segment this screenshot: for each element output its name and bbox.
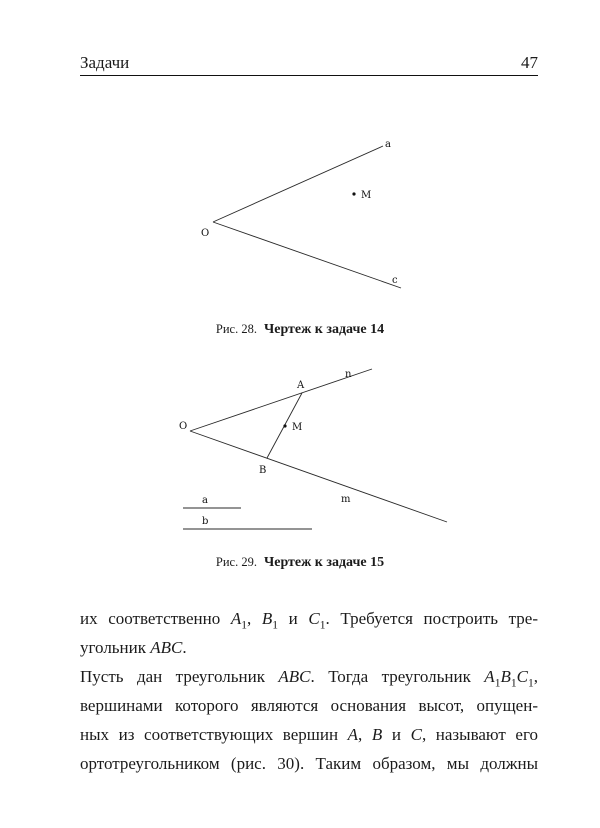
text-segment: вершинами которого являются основания высот, опущен-	[80, 696, 538, 715]
point-m-dot	[283, 424, 286, 427]
figure-29-caption	[0, 553, 600, 572]
math-variable: ABC	[278, 667, 311, 686]
math-variable: A	[347, 725, 359, 744]
text-line	[80, 662, 538, 691]
math-variable: C	[410, 725, 422, 744]
text-segment: ных из соответствующих вершин	[80, 725, 348, 744]
label-m-point: M	[292, 422, 303, 433]
text-segment: . Тогда треугольник	[310, 667, 485, 686]
ray-a-line	[213, 146, 383, 222]
text-segment: Пусть дан треугольник	[80, 667, 279, 686]
figure-29-drawing	[175, 362, 460, 542]
text-line	[80, 633, 538, 662]
math-variable: B	[500, 667, 511, 686]
text-segment: ,	[533, 667, 539, 686]
ray-c-line	[213, 222, 401, 288]
label-m-line: m	[341, 494, 351, 505]
text-segment: угольник	[80, 638, 151, 657]
caption-text: Чертеж к задаче 15	[263, 555, 385, 570]
text-line	[80, 749, 538, 778]
math-variable: A	[230, 609, 242, 628]
page-header	[80, 53, 538, 73]
math-variable: ABC	[150, 638, 183, 657]
text-segment: ортотреугольником (рис. 30). Таким образом, мы должны	[80, 754, 538, 773]
label-a: a	[385, 139, 391, 150]
text-segment: , называют его	[421, 725, 539, 744]
header-rule	[80, 75, 538, 76]
label-segment-a: a	[202, 495, 208, 506]
text-line	[80, 604, 538, 633]
math-variable: B	[371, 725, 383, 744]
math-variable: A	[484, 667, 495, 686]
text-segment: .	[182, 638, 187, 657]
point-m-dot	[352, 192, 355, 195]
caption-text: Чертеж к задаче 14	[263, 322, 385, 337]
label-o: O	[201, 228, 210, 239]
label-o: O	[179, 421, 188, 432]
running-title: Задачи	[80, 53, 130, 72]
math-subscript: 1	[272, 618, 279, 632]
label-c: c	[392, 275, 398, 286]
label-m: M	[361, 190, 372, 201]
math-variable: C	[516, 667, 528, 686]
text-line	[80, 720, 538, 749]
caption-label: Рис. 28.	[215, 322, 257, 336]
text-segment: ,	[247, 609, 262, 628]
math-subscript: 1	[241, 618, 247, 632]
text-segment: ,	[358, 725, 372, 744]
text-segment: и	[278, 609, 309, 628]
body-text	[80, 604, 538, 778]
figure-28-caption	[0, 320, 600, 339]
caption-label: Рис. 29.	[215, 555, 257, 569]
label-n: n	[345, 369, 352, 380]
page-number: 47	[521, 53, 538, 72]
math-subscript: 1	[510, 676, 517, 690]
text-line	[80, 691, 538, 720]
label-segment-b: b	[202, 516, 209, 527]
label-a-point: A	[297, 380, 305, 391]
math-subscript: 1	[527, 676, 534, 690]
figure-28-drawing	[190, 133, 420, 303]
label-b-point: B	[259, 465, 267, 476]
text-segment: и	[382, 725, 411, 744]
math-subscript: 1	[319, 618, 326, 632]
math-variable: B	[261, 609, 273, 628]
math-subscript: 1	[494, 676, 501, 690]
math-variable: C	[308, 609, 320, 628]
text-segment: их соответственно	[80, 609, 231, 628]
text-segment: . Требуется построить тре-	[325, 609, 538, 628]
